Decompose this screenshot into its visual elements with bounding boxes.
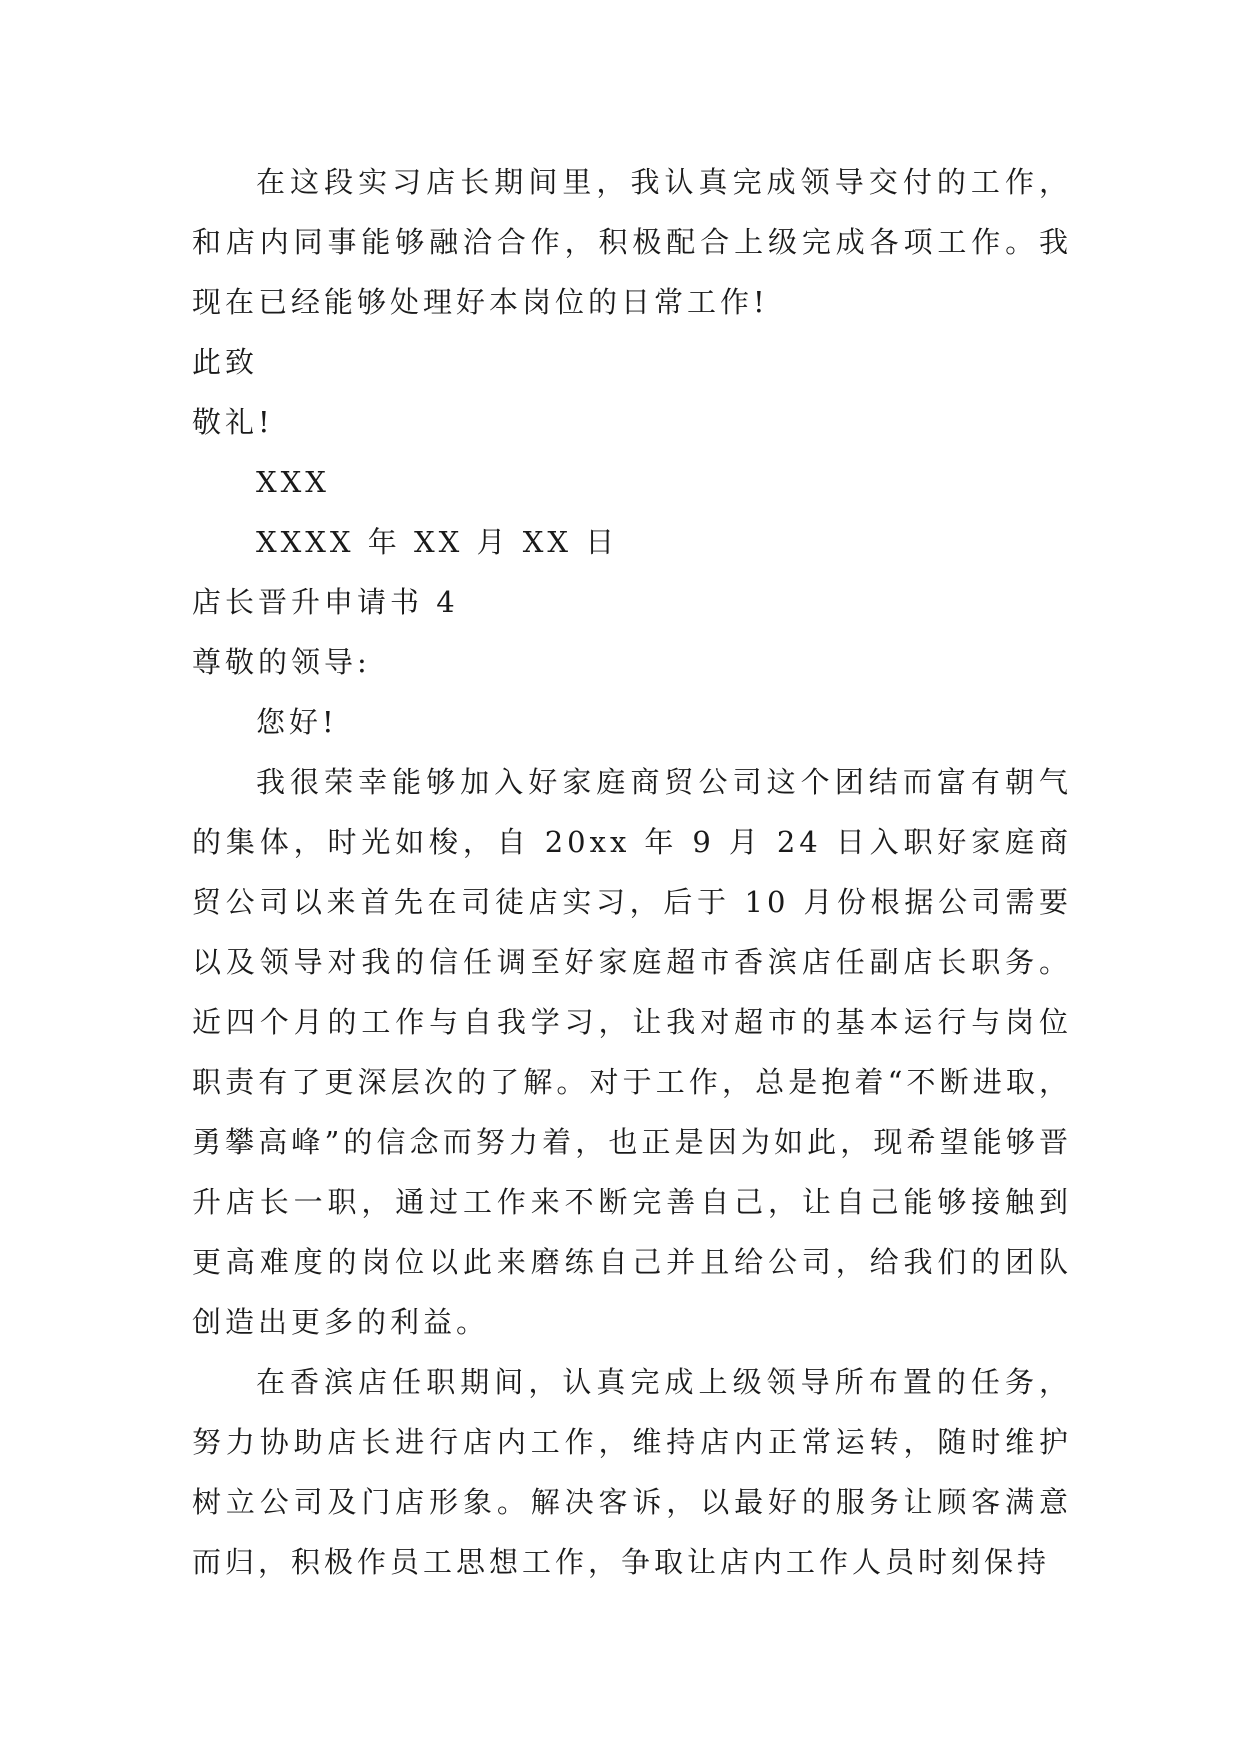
section-title: 店长晋升申请书 4 <box>192 585 459 619</box>
closing-line-1: 此致 <box>192 345 259 379</box>
paragraph-intro: 在这段实习店长期间里，我认真完成领导交付的工作，和店内同事能够融洽合作，积极配合上级完成各项工作。我现在已经能够处理好本岗位的日常工作! <box>192 165 1072 319</box>
document-body <box>192 152 1072 1592</box>
signature-date: XXXX 年 XX 月 XX 日 <box>256 525 619 559</box>
closing-line-2: 敬礼! <box>192 405 274 439</box>
salutation: 尊敬的领导: <box>192 645 371 679</box>
paragraph-body-2: 在香滨店任职期间，认真完成上级领导所布置的任务，努力协助店长进行店内工作，维持店内正常运转，随时维护树立公司及门店形象。解决客诉，以最好的服务让顾客满意而归，积极作员工思想工作，争取让店内工作人员时刻保持 <box>192 1365 1072 1579</box>
signature-name: XXX <box>256 465 330 499</box>
greeting: 您好! <box>256 705 338 739</box>
paragraph-body-1: 我很荣幸能够加入好家庭商贸公司这个团结而富有朝气的集体，时光如梭，自 20xx 年 9 月 24 日入职好家庭商贸公司以来首先在司徒店实习，后于 10 月份根据公司需要以及领导对我的信任调至好家庭超市香滨店任副店长职务。近四个月的工作与自我学习，让我对超市的基本运行与岗位职责有了更深层次的了解。对于工作，总是抱着“不断进取，勇攀高峰”的信念而努力着，也正是因为如此，现希望能够晋升店长一职，通过工作来不断完善自己，让自己能够接触到更高难度的岗位以此来磨练自己并且给公司，给我们的团队创造出更多的利益。 <box>192 765 1072 1339</box>
